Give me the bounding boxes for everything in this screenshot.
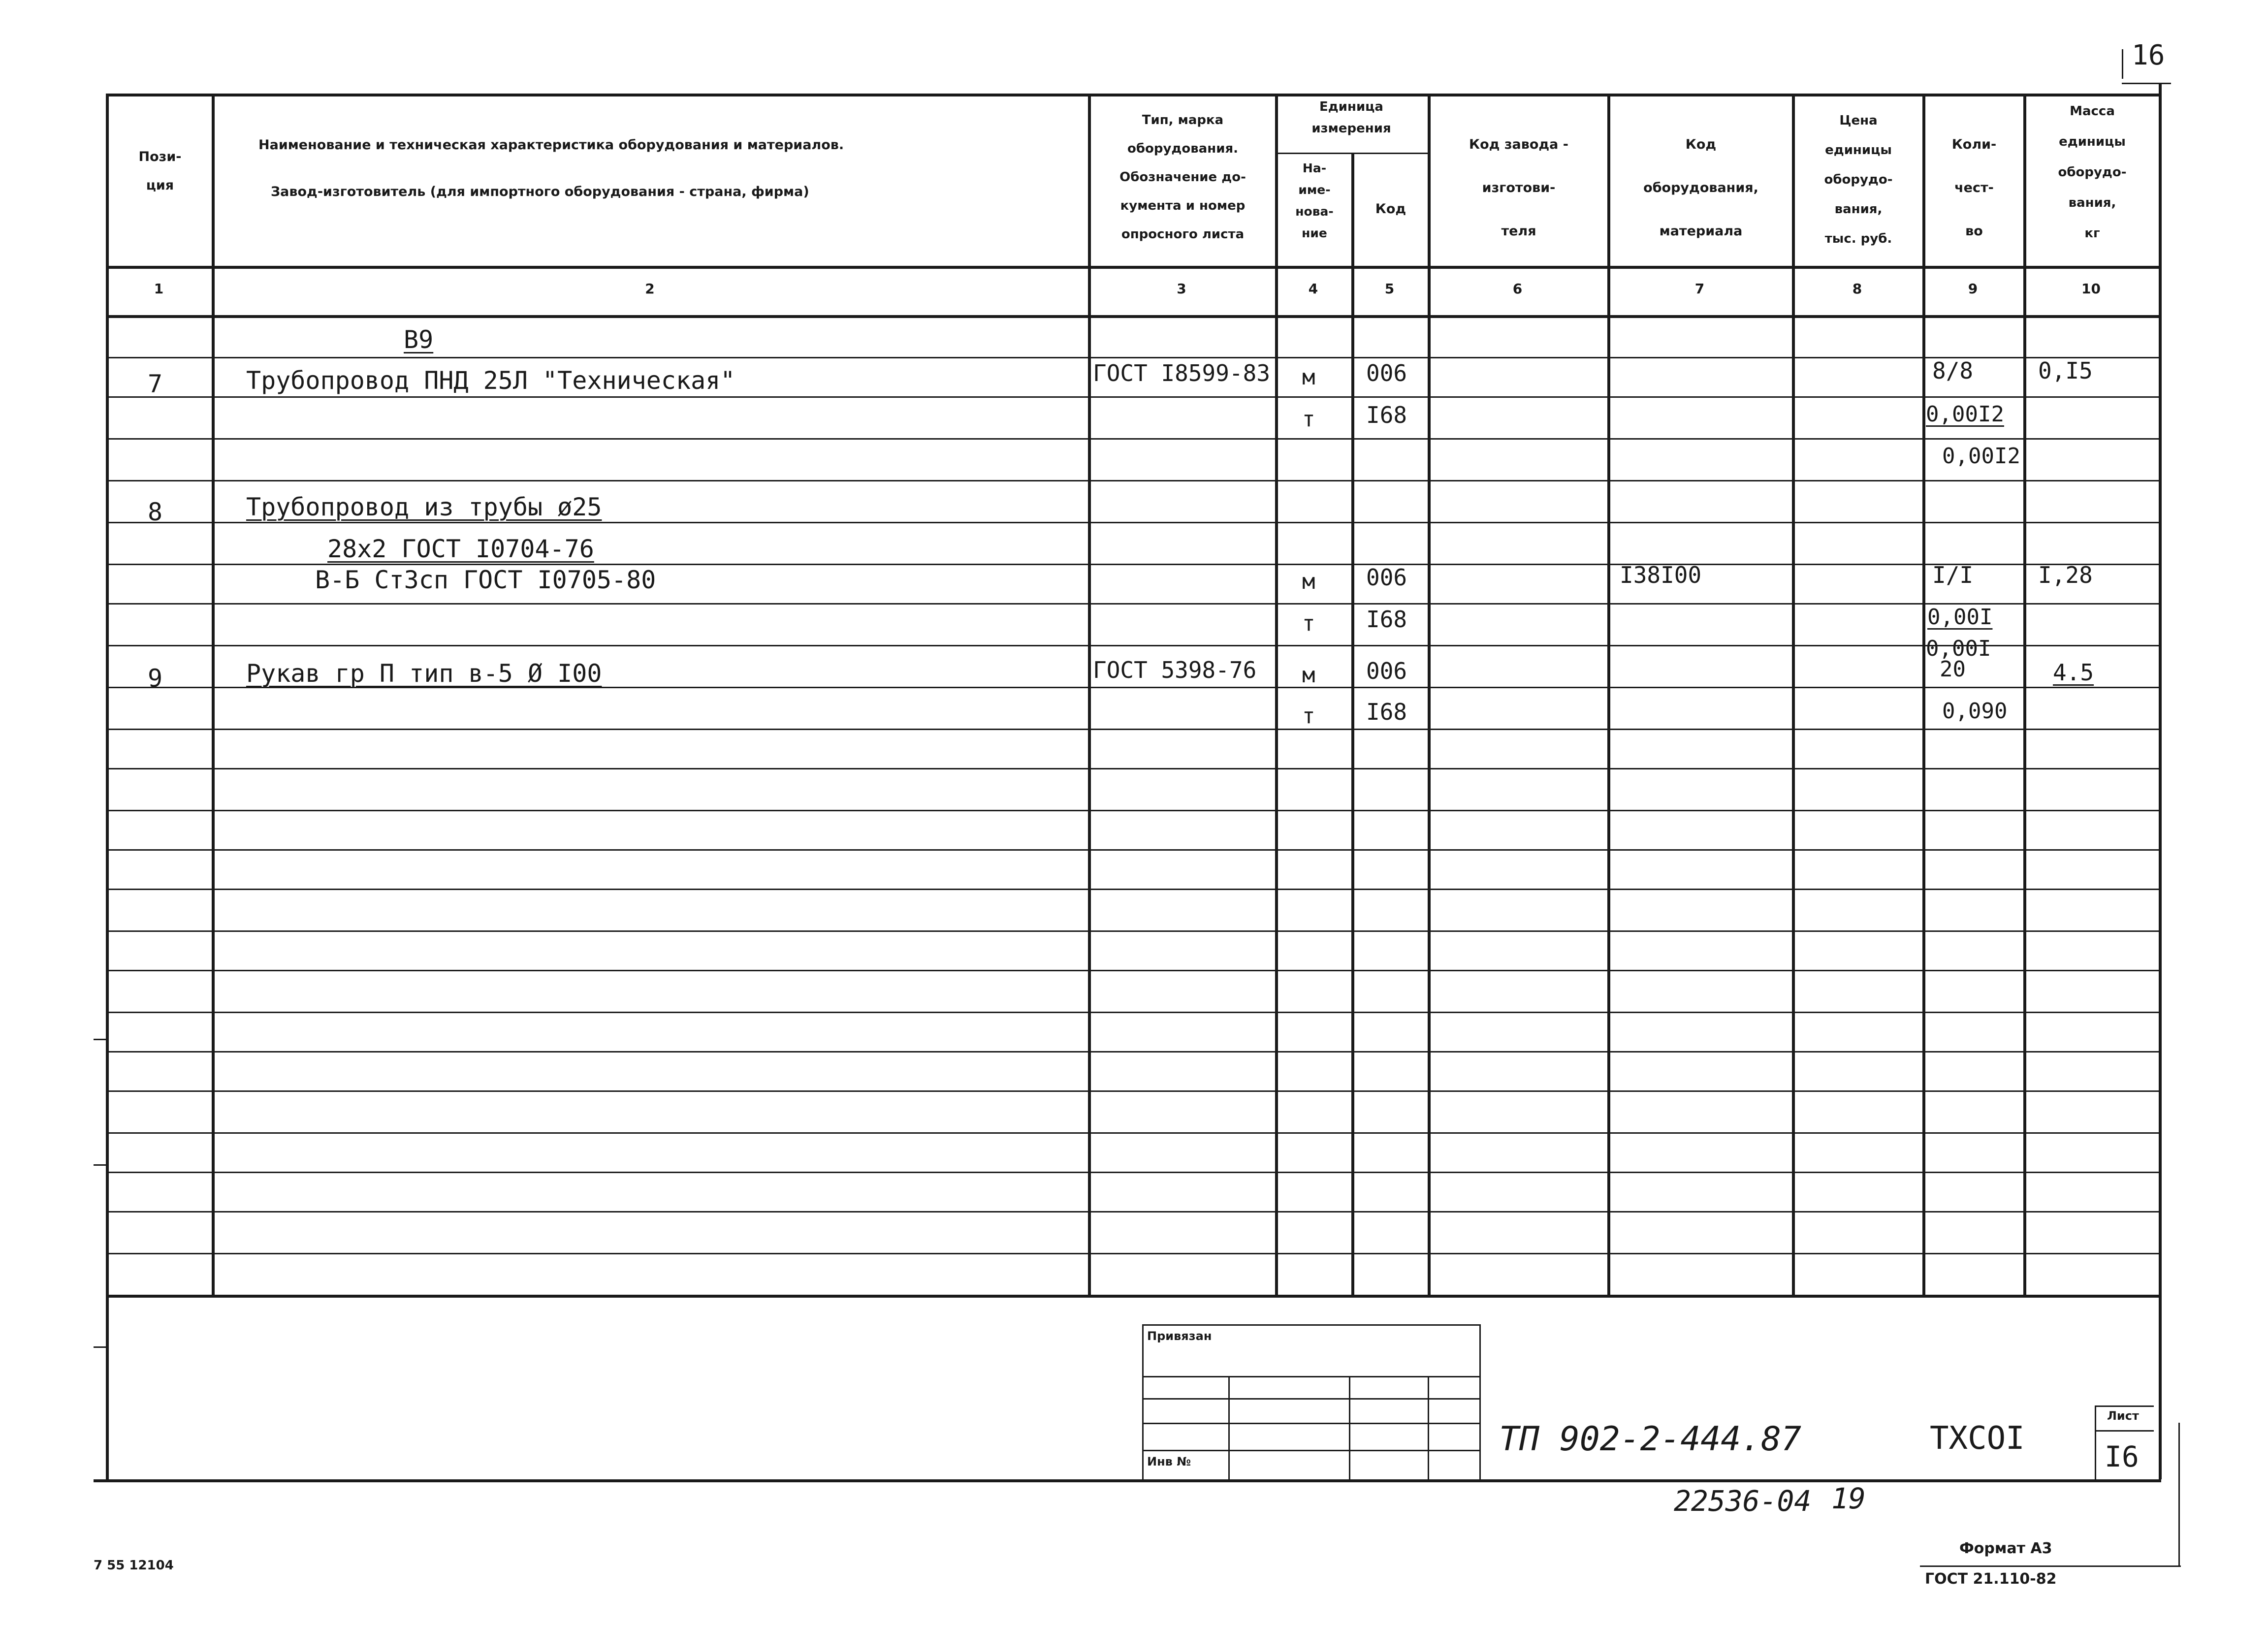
row7-mass: 0,I5 [2038,357,2093,384]
row9-unit2: т [1302,703,1315,729]
row9-code2: I68 [1366,699,1407,725]
column-number-2: 2 [645,281,655,297]
footer-format: Формат А3 [1959,1540,2052,1557]
row8-code1: 006 [1366,564,1407,591]
row7-code1: 006 [1366,360,1407,386]
row9-code1: 006 [1366,658,1407,684]
header-col2-line1: Наименование и техническая характеристика оборудования и материалов. [258,137,844,153]
header-col45-group: Единица измерения [1311,99,1391,136]
column-number-1: 1 [154,281,164,297]
header-col1: Пози- ция [138,149,182,193]
header-col3: Тип, марка оборудования. Обозначение до- кумента и номер опросного листа [1119,113,1246,242]
row9-position: 9 [148,664,163,693]
row8-mass: I,28 [2038,562,2093,588]
sheet-label: Лист [2107,1409,2139,1423]
row7-qty1: 8/8 [1932,357,1974,384]
document-code: ТХСОI [1930,1420,2025,1457]
column-number-9: 9 [1968,281,1978,297]
row8-name: Трубопровод из трубы ø25 [246,493,602,521]
sheet-number: I6 [2105,1440,2139,1473]
row7-unit2: т [1302,407,1315,432]
stamp-inventory-number: Инв № [1147,1455,1191,1468]
header-col10: Масса единицы оборудо- вания, кг [2058,104,2127,241]
header-col4: На- име- нова- ние [1295,161,1334,240]
stamp-privyazan: Привязан [1147,1329,1212,1343]
row8-line3: В-Б Ст3сп ГОСТ I0705-80 [315,566,656,594]
column-number-5: 5 [1384,281,1395,297]
row8-position: 8 [148,498,163,526]
page-corner-number: 16 [2132,39,2165,71]
column-number-7: 7 [1694,281,1705,297]
row9-qty1: 20 [1940,657,1966,682]
archive-sheet: 19 [1831,1482,1866,1515]
header-col2-line2: Завод-изготовитель (для импортного оборудования - страна, фирма) [271,184,809,199]
row9-mass: 4.5 [2053,659,2094,686]
column-number-6: 6 [1512,281,1523,297]
row8-qty2: 0,00I [1927,605,1993,630]
column-number-8: 8 [1852,281,1862,297]
archive-number: 22536-04 [1674,1484,1812,1518]
header-col8: Цена единицы оборудо- вания, тыс. руб. [1824,113,1893,246]
row8-matcode: I38I00 [1620,562,1702,588]
row7-unit1: м [1302,365,1315,390]
row9-unit1: м [1302,663,1315,688]
footer-gost: ГОСТ 21.110-82 [1925,1570,2057,1588]
row9-qty2: 0,090 [1942,699,2008,724]
project-code: ТП 902-2-444.87 [1499,1420,1802,1459]
column-number-10: 10 [2081,281,2101,297]
header-col6: Код завода - изготови- теля [1469,137,1568,239]
row7-name: Трубопровод ПНД 25Л "Техническая" [246,366,735,395]
row8-unit1: м [1302,569,1315,594]
row8-qty1: I/I [1932,562,1974,588]
row7-code2: I68 [1366,402,1407,428]
row7-doc: ГОСТ I8599-83 [1093,360,1271,386]
row7-qty3: 0,00I2 [1942,444,2020,469]
row8-unit2: т [1302,611,1315,636]
column-number-3: 3 [1177,281,1186,297]
row9-name: Рукав гр П тип в-5 Ø I00 [246,659,602,688]
section-label: В9 [404,325,434,354]
column-number-4: 4 [1308,281,1318,297]
row7-qty2: 0,00I2 [1926,402,2004,427]
row8-code2: I68 [1366,606,1407,633]
row9-doc: ГОСТ 5398-76 [1093,657,1257,683]
header-col9: Коли- чест- во [1951,137,1997,239]
footer-left-code: 7 55 12104 [94,1558,174,1573]
row7-position: 7 [148,370,163,398]
row8-qty3: 0,00I [1926,636,1991,661]
header-col7: Код оборудования, материала [1643,137,1758,239]
row8-line2: 28х2 ГОСТ I0704-76 [327,535,594,563]
header-col5: Код [1375,201,1406,217]
